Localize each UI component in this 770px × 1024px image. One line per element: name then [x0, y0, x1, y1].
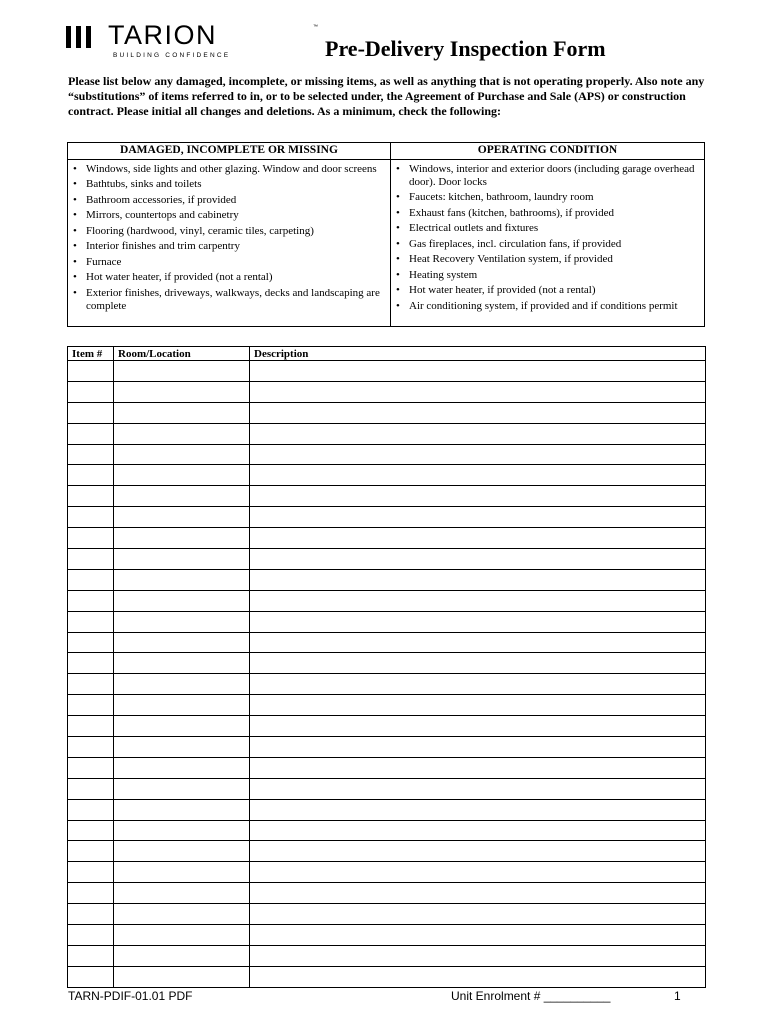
description-cell[interactable]	[250, 674, 706, 695]
bullet-icon: •	[73, 224, 77, 237]
table-row	[68, 737, 706, 758]
items-table-header	[68, 347, 706, 361]
room-location-cell[interactable]	[114, 611, 250, 632]
room-location-cell[interactable]	[114, 653, 250, 674]
item-number-cell[interactable]	[68, 549, 114, 570]
table-row	[68, 611, 706, 632]
page-number: 1	[674, 989, 681, 1003]
room-location-cell[interactable]	[114, 737, 250, 758]
room-location-cell[interactable]	[114, 883, 250, 904]
table-row	[68, 507, 706, 528]
checklist-damaged-heading: DAMAGED, INCOMPLETE OR MISSING	[68, 143, 390, 160]
description-cell[interactable]	[250, 925, 706, 946]
bullet-icon: •	[396, 162, 400, 175]
checklist-item-label: Flooring (hardwood, vinyl, ceramic tiles, carpeting)	[86, 224, 314, 237]
checklist-item-label: Windows, interior and exterior doors (including garage overhead door). Door locks	[409, 162, 695, 188]
description-cell[interactable]	[250, 569, 706, 590]
table-row	[68, 695, 706, 716]
table-row	[68, 402, 706, 423]
bullet-icon: •	[396, 206, 400, 219]
checklist-item-label: Interior finishes and trim carpentry	[86, 240, 240, 252]
table-row	[68, 904, 706, 925]
description-cell[interactable]	[250, 841, 706, 862]
description-cell[interactable]	[250, 966, 706, 987]
table-row	[68, 799, 706, 820]
checklist-item	[68, 240, 390, 253]
table-row	[68, 423, 706, 444]
room-location-cell[interactable]	[114, 799, 250, 820]
room-location-cell[interactable]	[114, 590, 250, 611]
bullet-icon: •	[396, 222, 400, 234]
room-location-cell[interactable]	[114, 381, 250, 402]
item-number-cell[interactable]	[68, 507, 114, 528]
table-row	[68, 465, 706, 486]
logo-tagline: BUILDING CONFIDENCE	[113, 52, 231, 59]
room-location-cell[interactable]	[114, 862, 250, 883]
room-location-cell[interactable]	[114, 402, 250, 423]
checklist-item	[391, 300, 704, 313]
checklist-item	[391, 253, 704, 266]
item-number-cell[interactable]	[68, 361, 114, 382]
description-cell[interactable]	[250, 549, 706, 570]
room-location-cell[interactable]	[114, 904, 250, 925]
checklist-item-label: Mirrors, countertops and cabinetry	[86, 209, 239, 221]
item-number-cell[interactable]	[68, 444, 114, 465]
checklist-item-label: Bathroom accessories, if provided	[86, 193, 237, 206]
checklist-item-label: Windows, side lights and other glazing. Window and door screens	[86, 162, 377, 175]
description-cell[interactable]	[250, 423, 706, 444]
checklist-item	[391, 163, 704, 189]
description-cell[interactable]	[250, 465, 706, 486]
bullet-icon: •	[396, 253, 400, 265]
room-location-cell[interactable]	[114, 423, 250, 444]
checklist-item	[68, 271, 390, 284]
table-row	[68, 569, 706, 590]
checklist-item-label: Heat Recovery Ventilation system, if provided	[409, 253, 613, 265]
bullet-icon: •	[396, 191, 400, 203]
checklist-item	[391, 238, 704, 251]
checklist-operating-heading: OPERATING CONDITION	[391, 143, 704, 160]
checklist-item-label: Faucets: kitchen, bathroom, laundry room	[409, 191, 594, 203]
checklist-item-label: Hot water heater, if provided (not a rental)	[409, 284, 596, 296]
checklist-item-label: Bathtubs, sinks and toilets	[86, 178, 202, 190]
description-cell[interactable]	[250, 757, 706, 778]
room-location-cell[interactable]	[114, 925, 250, 946]
item-number-cell[interactable]	[68, 486, 114, 507]
item-number-cell[interactable]	[68, 528, 114, 549]
description-cell[interactable]	[250, 820, 706, 841]
item-number-cell[interactable]	[68, 966, 114, 987]
items-table	[67, 346, 706, 988]
checklist-operating-list	[391, 163, 704, 313]
room-location-cell[interactable]	[114, 695, 250, 716]
description-cell[interactable]	[250, 862, 706, 883]
column-header-room-location: Room/Location	[114, 347, 250, 361]
table-row	[68, 757, 706, 778]
checklist-item	[68, 287, 390, 313]
description-cell[interactable]	[250, 716, 706, 737]
description-cell[interactable]	[250, 737, 706, 758]
checklist-item	[391, 222, 704, 235]
item-number-cell[interactable]	[68, 590, 114, 611]
inspection-checklist	[67, 142, 705, 327]
checklist-item-label: Furnace	[86, 255, 122, 268]
item-number-cell[interactable]	[68, 799, 114, 820]
table-row	[68, 444, 706, 465]
item-number-cell[interactable]	[68, 674, 114, 695]
bullet-icon: •	[396, 299, 400, 312]
table-row	[68, 361, 706, 382]
room-location-cell[interactable]	[114, 966, 250, 987]
bullet-icon: •	[73, 178, 77, 190]
item-number-cell[interactable]	[68, 381, 114, 402]
item-number-cell[interactable]	[68, 465, 114, 486]
room-location-cell[interactable]	[114, 632, 250, 653]
description-cell[interactable]	[250, 945, 706, 966]
table-row	[68, 820, 706, 841]
bullet-icon: •	[73, 209, 77, 221]
instructions-paragraph: Please list below any damaged, incomplete, or missing items, as well as anything that is not operating properly. Also note any “substitutions” of items referred to in, or to be selected under, the Agreement of Purchase and Sale (APS) or construction contract. Please initial all changes and deletions. As a minimum, check the following:	[68, 74, 705, 118]
description-cell[interactable]	[250, 695, 706, 716]
bullet-icon: •	[73, 193, 77, 206]
checklist-item-label: Heating system	[409, 268, 478, 281]
item-number-cell[interactable]	[68, 423, 114, 444]
checklist-item	[68, 178, 390, 191]
item-number-cell[interactable]	[68, 820, 114, 841]
column-header-item-number: Item #	[68, 347, 114, 361]
room-location-cell[interactable]	[114, 778, 250, 799]
item-number-cell[interactable]	[68, 883, 114, 904]
room-location-cell[interactable]	[114, 549, 250, 570]
item-number-cell[interactable]	[68, 569, 114, 590]
description-cell[interactable]	[250, 590, 706, 611]
description-cell[interactable]	[250, 444, 706, 465]
table-row	[68, 381, 706, 402]
bullet-icon: •	[396, 268, 400, 281]
checklist-item-label: Air conditioning system, if provided and if conditions permit	[409, 299, 678, 312]
item-number-cell[interactable]	[68, 737, 114, 758]
checklist-item	[68, 163, 390, 176]
room-location-cell[interactable]	[114, 361, 250, 382]
item-number-cell[interactable]	[68, 945, 114, 966]
logo-wordmark: TARION	[108, 20, 217, 50]
table-row	[68, 716, 706, 737]
room-location-cell[interactable]	[114, 841, 250, 862]
items-table-body	[68, 361, 706, 988]
item-number-cell[interactable]	[68, 841, 114, 862]
room-location-cell[interactable]	[114, 444, 250, 465]
room-location-cell[interactable]	[114, 507, 250, 528]
item-number-cell[interactable]	[68, 778, 114, 799]
table-row	[68, 883, 706, 904]
checklist-damaged-list	[68, 163, 390, 313]
item-number-cell[interactable]	[68, 925, 114, 946]
description-cell[interactable]	[250, 883, 706, 904]
table-row	[68, 862, 706, 883]
room-location-cell[interactable]	[114, 716, 250, 737]
checklist-item	[391, 191, 704, 204]
page-title: Pre-Delivery Inspection Form	[325, 36, 606, 61]
room-location-cell[interactable]	[114, 820, 250, 841]
column-header-description: Description	[250, 347, 706, 361]
item-number-cell[interactable]	[68, 402, 114, 423]
bullet-icon: •	[396, 284, 400, 296]
room-location-cell[interactable]	[114, 528, 250, 549]
table-row	[68, 778, 706, 799]
table-row	[68, 528, 706, 549]
item-number-cell[interactable]	[68, 757, 114, 778]
item-number-cell[interactable]	[68, 716, 114, 737]
bullet-icon: •	[73, 255, 77, 268]
description-cell[interactable]	[250, 653, 706, 674]
table-row	[68, 925, 706, 946]
bullet-icon: •	[73, 271, 77, 283]
item-number-cell[interactable]	[68, 862, 114, 883]
description-cell[interactable]	[250, 799, 706, 820]
checklist-item	[68, 194, 390, 207]
description-cell[interactable]	[250, 904, 706, 925]
unit-enrolment-field[interactable]: Unit Enrolment # __________	[451, 989, 611, 1003]
checklist-item-label: Gas fireplaces, incl. circulation fans, if provided	[409, 237, 622, 250]
checklist-item	[68, 256, 390, 269]
table-row	[68, 549, 706, 570]
room-location-cell[interactable]	[114, 945, 250, 966]
table-row	[68, 945, 706, 966]
item-number-cell[interactable]	[68, 653, 114, 674]
tarion-logo	[66, 20, 318, 62]
bullet-icon: •	[396, 237, 400, 250]
checklist-operating-column	[391, 143, 704, 326]
item-number-cell[interactable]	[68, 904, 114, 925]
item-number-cell[interactable]	[68, 695, 114, 716]
checklist-item-label: Exterior finishes, driveways, walkways, decks and landscaping are complete	[86, 286, 380, 312]
form-code: TARN-PDIF-01.01 PDF	[68, 989, 193, 1003]
room-location-cell[interactable]	[114, 569, 250, 590]
description-cell[interactable]	[250, 507, 706, 528]
checklist-item	[391, 269, 704, 282]
logo-bars-icon	[66, 26, 96, 48]
bullet-icon: •	[73, 240, 77, 252]
room-location-cell[interactable]	[114, 674, 250, 695]
table-row	[68, 966, 706, 987]
table-row	[68, 841, 706, 862]
checklist-item	[391, 284, 704, 297]
logo-trademark: ™	[313, 24, 318, 30]
room-location-cell[interactable]	[114, 465, 250, 486]
description-cell[interactable]	[250, 778, 706, 799]
checklist-item-label: Electrical outlets and fixtures	[409, 222, 539, 234]
table-row	[68, 590, 706, 611]
description-cell[interactable]	[250, 402, 706, 423]
description-cell[interactable]	[250, 528, 706, 549]
room-location-cell[interactable]	[114, 486, 250, 507]
checklist-item	[391, 207, 704, 220]
description-cell[interactable]	[250, 611, 706, 632]
description-cell[interactable]	[250, 486, 706, 507]
checklist-item	[68, 209, 390, 222]
bullet-icon: •	[73, 286, 77, 299]
checklist-item-label: Exhaust fans (kitchen, bathrooms), if provided	[409, 206, 614, 219]
table-row	[68, 653, 706, 674]
table-row	[68, 486, 706, 507]
checklist-item-label: Hot water heater, if provided (not a rental)	[86, 271, 273, 283]
room-location-cell[interactable]	[114, 757, 250, 778]
table-row	[68, 674, 706, 695]
table-row	[68, 632, 706, 653]
bullet-icon: •	[73, 162, 77, 175]
checklist-damaged-column	[68, 143, 391, 326]
description-cell[interactable]	[250, 381, 706, 402]
item-number-cell[interactable]	[68, 611, 114, 632]
description-cell[interactable]	[250, 361, 706, 382]
item-number-cell[interactable]	[68, 632, 114, 653]
description-cell[interactable]	[250, 632, 706, 653]
checklist-item	[68, 225, 390, 238]
